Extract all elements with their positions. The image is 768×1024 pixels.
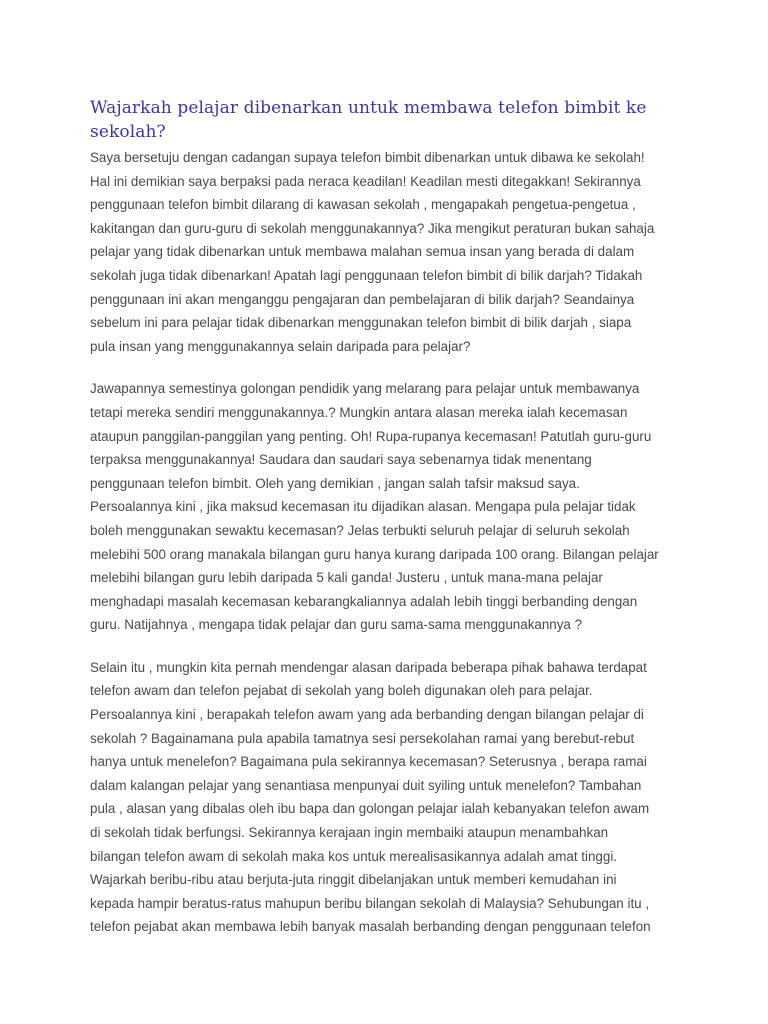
paragraph-2: Jawapannya semestinya golongan pendidik yang melarang para pelajar untuk membawanya tetapi mereka sendiri menggunakannya.? Mungkin antara alasan mereka ialah kecemasan ataupun panggilan-panggilan yang penting. Oh! Rupa-rupanya kecemasan! Patutlah guru-guru terpaksa menggunakannya! Saudara dan saudari saya sebenarnya tidak menentang penggunaan telefon bimbit. Oleh yang demikian , jangan salah tafsir maksud saya. Persoalannya kini , jika maksud kecemasan itu dijadikan alasan. Mengapa pula pelajar tidak boleh menggunakan sewaktu kecemasan? Jelas terbukti seluruh pelajar di seluruh sekolah melebihi 500 orang manakala bilangan guru hanya kurang daripada 100 orang. Bilangan pelajar melebihi bilangan guru lebih daripada 5 kali ganda! Justeru , untuk mana-mana pelajar menghadapi masalah kecemasan kebarangkaliannya adalah lebih tinggi berbanding dengan guru. Natijahnya , mengapa tidak pelajar dan guru sama-sama menggunakannya ? [90, 381, 659, 633]
document-content [90, 96, 682, 939]
paragraph-1: Saya bersetuju dengan cadangan supaya telefon bimbit dibenarkan untuk dibawa ke sekolah! Hal ini demikian saya berpaksi pada neraca keadilan! Keadilan mesti ditegakkan! Sekirannya penggunaan telefon bimbit dilarang di kawasan sekolah , mengapakah pengetua-pengetua , kakitangan dan guru-guru di sekolah menggunakannya? Jika mengikut peraturan bukan sahaja pelajar yang tidak dibenarkan untuk membawa malahan semua insan yang berada di dalam sekolah juga tidak dibenarkan! Apatah lagi penggunaan telefon bimbit di bilik darjah? Tidakah penggunaan ini akan menganggu pengajaran dan pembelajaran di bilik darjah? Seandainya sebelum ini para pelajar tidak dibenarkan menggunakan telefon bimbit di bilik darjah , siapa pula insan yang menggunakannya selain daripada para pelajar? [90, 150, 655, 354]
paragraph-3: Selain itu , mungkin kita pernah mendengar alasan daripada beberapa pihak bahawa terdapat telefon awam dan telefon pejabat di sekolah yang boleh digunakan oleh para pelajar. Persoalannya kini , berapakah telefon awam yang ada berbanding dengan bilangan pelajar di sekolah ? Bagainamana pula apabila tamatnya sesi persekolahan ramai yang berebut-rebut hanya untuk menelefon? Bagaimana pula sekirannya kecemasan? Seterusnya , berapa ramai dalam kalangan pelajar yang senantiasa menpunyai duit syiling untuk menelefon? Tambahan pula , alasan yang dibalas oleh ibu bapa dan golongan pelajar ialah kebanyakan telefon awam di sekolah tidak berfungsi. Sekirannya kerajaan ingin membaiki ataupun menambahkan bilangan telefon awam di sekolah maka kos untuk merealisasikannya adalah amat tinggi. Wajarkah beribu-ribu atau berjuta-juta ringgit dibelanjakan untuk memberi kemudahan ini kepada hampir beratus-ratus mahupun beribu bilangan sekolah di Malaysia? Sehubungan itu , telefon pejabat akan membawa lebih banyak masalah berbanding dengan penggunaan telefon [90, 659, 651, 935]
document-title: Wajarkah pelajar dibenarkan untuk membawa telefon bimbit ke sekolah? [90, 98, 647, 142]
